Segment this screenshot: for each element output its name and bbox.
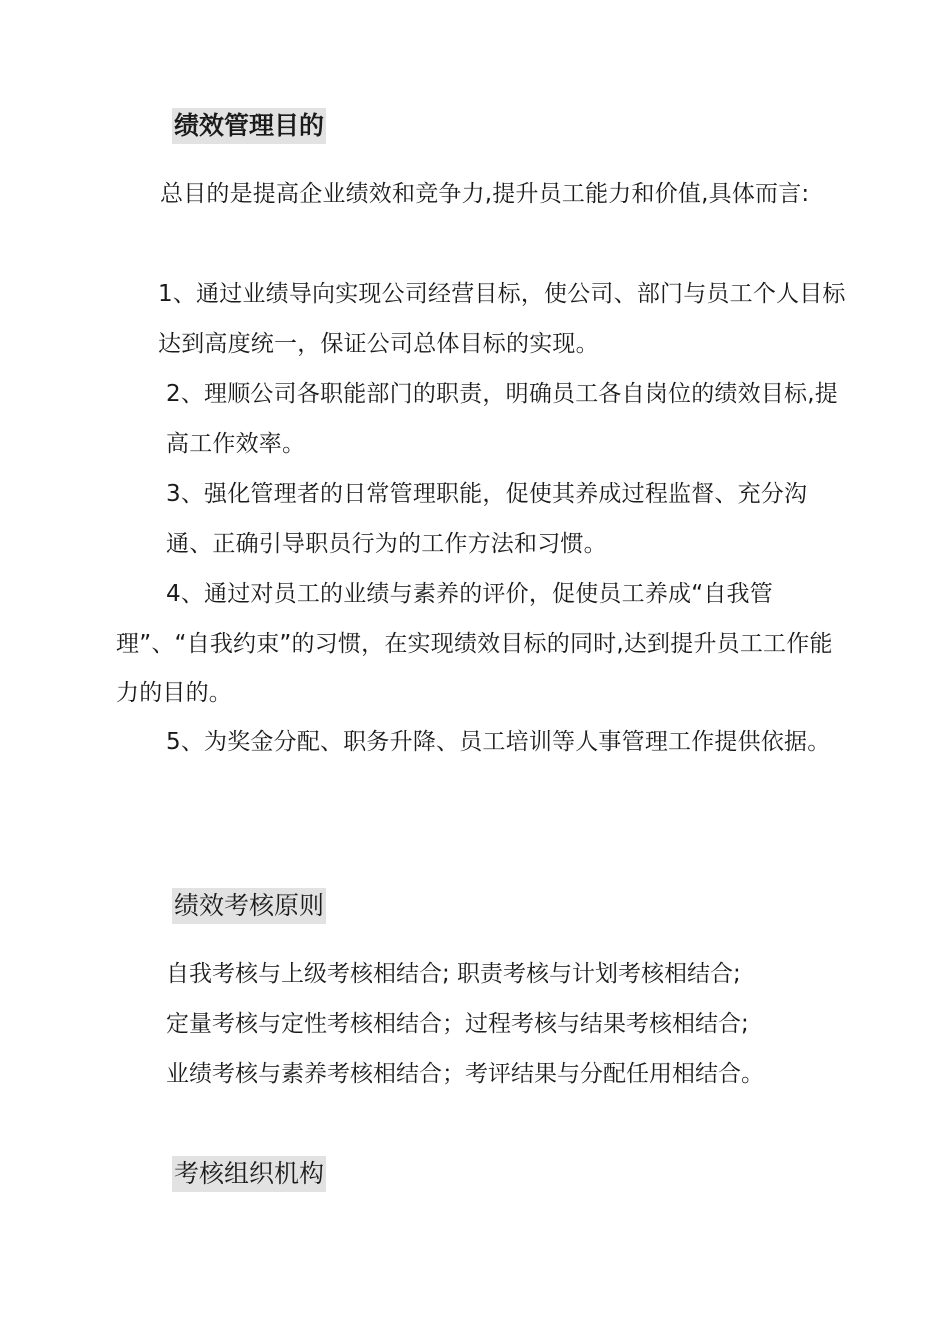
- goals-item-2: 2、理顺公司各职能部门的职责，明确员工各自岗位的绩效目标,提高工作效率。: [166, 381, 838, 457]
- principles-line-3: 业绩考核与素养考核相结合；考评结果与分配任用相结合。: [166, 1061, 764, 1087]
- goals-item-4: 4、通过对员工的业绩与素养的评价，促使员工养成“自我管理”、“自我约束”的习惯，在实现绩效目标的同时,达到提升员工工作能力的目的。: [116, 581, 833, 706]
- principles-line-2: 定量考核与定性考核相结合；过程考核与结果考核相结合;: [166, 1011, 749, 1037]
- goals-item-3: 3、强化管理者的日常管理职能，促使其养成过程监督、充分沟通、正确引导职员行为的工作方法和习惯。: [166, 481, 808, 557]
- goals-item-5: 5、为奖金分配、职务升降、员工培训等人事管理工作提供依据。: [166, 729, 831, 755]
- section-heading-organization: 考核组织机构: [172, 1156, 326, 1192]
- section-heading-goals: 绩效管理目的: [172, 108, 326, 144]
- principles-line-1: 自我考核与上级考核相结合; 职责考核与计划考核相结合;: [166, 961, 741, 987]
- section-heading-principles: 绩效考核原则: [172, 888, 326, 924]
- goals-item-1: 1、通过业绩导向实现公司经营目标，使公司、部门与员工个人目标达到高度统一，保证公司总体目标的实现。: [158, 281, 846, 357]
- goals-intro: 总目的是提高企业绩效和竞争力,提升员工能力和价值,具体而言:: [160, 181, 810, 207]
